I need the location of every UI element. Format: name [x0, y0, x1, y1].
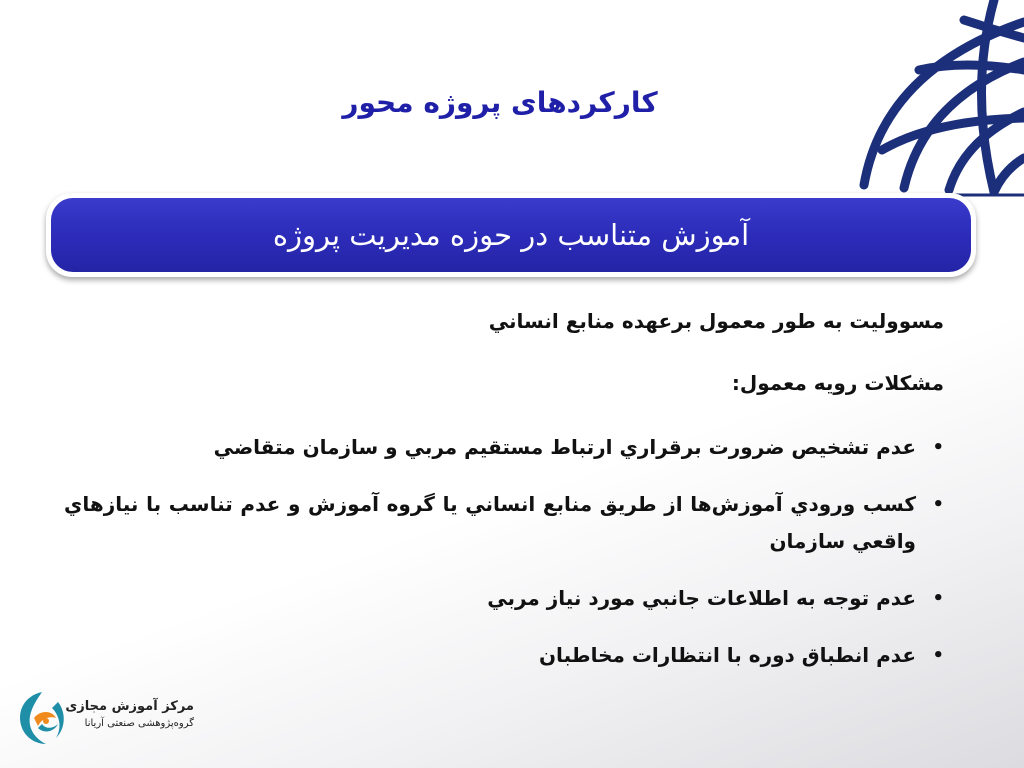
list-item — [64, 429, 944, 466]
problems-list — [64, 429, 944, 674]
bullet-icon: • — [932, 588, 944, 609]
subtitle-banner — [46, 193, 976, 277]
list-item-text: عدم انطباق دوره با انتظارات مخاطبان — [538, 643, 916, 667]
bullet-icon: • — [932, 494, 944, 515]
banner-text: آموزش متناسب در حوزه مدیریت پروژه — [51, 198, 971, 272]
paragraph-responsibility: مسووليت به طور معمول برعهده منابع انساني — [488, 309, 944, 333]
ariana-logo-icon — [14, 688, 70, 748]
list-item — [64, 580, 944, 617]
logo-text — [64, 698, 194, 732]
footer-logo — [14, 688, 194, 748]
bullet-icon: • — [932, 437, 944, 458]
slide-content — [64, 305, 944, 694]
list-item-text: عدم توجه به اطلاعات جانبي مورد نياز مربي — [487, 586, 916, 610]
list-item — [64, 486, 944, 560]
slide-title: کارکردهای پروژه محور — [342, 86, 658, 119]
logo-subtitle: گروه‌پژوهشی صنعتی آریانا — [84, 718, 194, 729]
list-item-text: عدم تشخيص ضرورت برقراري ارتباط مستقيم مربي و سازمان متقاضي — [213, 435, 916, 459]
globe-wireframe-icon — [844, 0, 1024, 200]
bullet-icon: • — [932, 645, 944, 666]
list-item — [64, 637, 944, 674]
paragraph-problems-heading: مشکلات رويه معمول: — [731, 371, 944, 395]
list-item-text: کسب ورودي آموزش‌ها از طريق منابع انساني يا گروه آموزش و عدم تناسب با نيازهاي واقعي سازمان — [64, 492, 916, 553]
logo-title: مرکز آموزش مجازی — [65, 699, 194, 714]
